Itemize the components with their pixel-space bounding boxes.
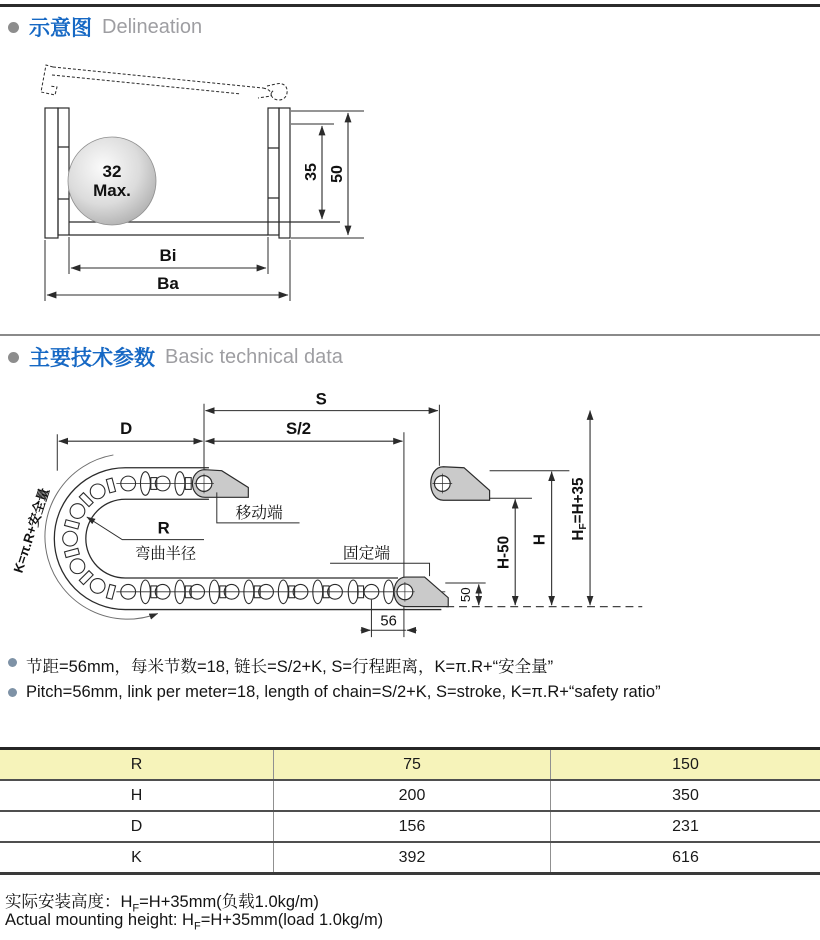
table-header-cell: 150 <box>550 750 820 779</box>
delineation-diagram <box>35 58 380 310</box>
table-header-row <box>0 750 820 781</box>
label-moving-end: 移动端 <box>235 504 283 522</box>
dim-label-h: H <box>531 534 549 546</box>
label-radius: R <box>157 518 170 538</box>
table-row <box>0 812 820 843</box>
table-cell: 156 <box>273 812 550 841</box>
chain-outline <box>54 468 445 610</box>
table-cell: D <box>130 817 143 835</box>
table-header-cell: 75 <box>273 750 550 779</box>
dim-label-hf: HF=H+35 <box>570 477 590 541</box>
dim-label-50: 50 <box>329 165 346 183</box>
section-title-en: Delineation <box>102 15 203 38</box>
dim-label-d: D <box>120 419 133 439</box>
extension-lines <box>57 404 569 637</box>
ball-max-label: Max. <box>93 181 131 200</box>
section-title-zh: 主要技术参数 <box>29 347 155 370</box>
parameters-table <box>0 747 820 875</box>
mounting-height-note-en: Actual mounting height: $H_F=H+35mm(load$ 1.0kg/m) <box>5 911 384 933</box>
note-zh-text: 节距=56mm，每米节数=18, 链长=S/2+K, S=行程距离，K=π.R+“安全量” <box>26 658 554 676</box>
table-row <box>0 781 820 812</box>
dim-label-35: 35 <box>303 163 320 181</box>
end-brackets <box>192 467 489 607</box>
mounting-height-note-zh: 实际安装高度：$H_F=H+35mm$(负载1.0kg/m) <box>5 893 319 915</box>
dim-label-50: 50 <box>457 587 473 603</box>
label-radius-zh: 弯曲半径 <box>135 545 197 563</box>
lid-outline <box>41 65 287 100</box>
technical-diagram <box>10 388 658 644</box>
dim-label-h50: H-50 <box>495 535 513 569</box>
table-row <box>0 843 820 872</box>
table-cell: 616 <box>550 843 820 872</box>
section-bullet-icon <box>8 22 19 33</box>
ball-diameter-label: 32 <box>102 162 122 181</box>
section-title-zh: 示意图 <box>29 17 92 40</box>
label-k-formula: K=π.R+安全量 <box>10 486 53 575</box>
table-cell: 350 <box>550 781 820 810</box>
dim-label-bi: Bi <box>159 246 177 265</box>
top-rule <box>0 4 820 7</box>
table-cell: 392 <box>273 843 550 872</box>
section-bullet-icon <box>8 352 19 363</box>
section-divider <box>0 334 820 336</box>
table-header-cell: R <box>130 755 143 773</box>
section-header-technical <box>8 342 343 372</box>
note-zh <box>8 653 553 677</box>
dim-label-s2: S/2 <box>285 419 312 439</box>
table-cell: 200 <box>273 781 550 810</box>
note-en-text: Pitch=56mm, link per meter=18, length of chain=S/2+K, S=stroke, K=π.R+“safety ratio” <box>26 683 661 701</box>
dim-label-ba: Ba <box>157 274 179 293</box>
bullet-icon <box>8 688 17 697</box>
dim-label-56: 56 <box>380 613 397 630</box>
table-cell: H <box>130 786 143 804</box>
section-header-delineation <box>8 12 202 42</box>
table-cell: 231 <box>550 812 820 841</box>
note-en <box>8 683 661 702</box>
label-fixed-end: 固定端 <box>342 545 391 563</box>
table-cell: K <box>131 848 142 866</box>
bullet-icon <box>8 658 17 667</box>
section-title-en: Basic technical data <box>165 345 343 368</box>
dim-label-s: S <box>315 389 327 409</box>
